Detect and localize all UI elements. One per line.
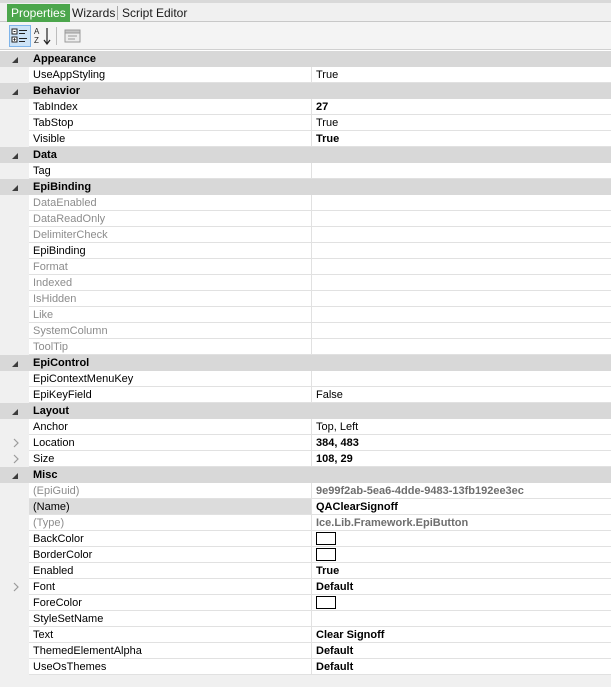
property-name[interactable]: (EpiGuid) [29,483,311,499]
property-name[interactable]: BorderColor [29,547,311,563]
property-name[interactable]: (Type) [29,515,311,531]
property-value[interactable] [311,259,611,275]
property-name[interactable]: EpiKeyField [29,387,311,403]
property-value[interactable]: QAClearSignoff [311,499,611,515]
categorized-icon [10,26,30,46]
property-value[interactable]: True [311,563,611,579]
category-label: Layout [33,405,70,417]
property-value[interactable] [311,275,611,291]
property-row-epicontextmenukey[interactable] [0,371,611,387]
category-gutter [0,467,29,483]
property-name[interactable]: SystemColumn [29,323,311,339]
row-gutter [0,515,29,531]
tab-properties[interactable]: Properties [7,4,70,22]
property-name[interactable]: Font [29,579,311,595]
property-name[interactable]: ThemedElementAlpha [29,643,311,659]
property-value[interactable]: Default [311,579,611,595]
category-label: EpiControl [33,357,90,369]
property-row-tabindex[interactable] [0,99,611,115]
property-row-backcolor[interactable] [0,531,611,547]
property-row-text[interactable] [0,627,611,643]
property-row-epiguid[interactable] [0,483,611,499]
property-name[interactable]: Indexed [29,275,311,291]
property-value[interactable]: 384, 483 [311,435,611,451]
property-row-useappstyling[interactable] [0,67,611,83]
category-epibinding[interactable] [0,179,611,195]
collapse-caret-icon[interactable] [11,55,19,67]
row-gutter [0,163,29,179]
color-swatch [316,596,336,609]
property-value[interactable]: Default [311,659,611,675]
property-grid [0,51,611,675]
property-row-type[interactable] [0,515,611,531]
property-name[interactable]: EpiContextMenuKey [29,371,311,387]
property-name[interactable]: ForeColor [29,595,311,611]
property-value[interactable]: True [311,67,611,83]
property-row-systemcolumn[interactable] [0,323,611,339]
row-gutter [0,499,29,515]
row-gutter [0,131,29,147]
expand-chevron-icon[interactable] [12,454,20,467]
property-name[interactable]: StyleSetName [29,611,311,627]
property-row-tabstop[interactable] [0,115,611,131]
categorized-view-button[interactable] [9,25,31,47]
property-row-font[interactable] [0,579,611,595]
property-value[interactable] [311,531,611,547]
svg-text:Z: Z [34,36,39,45]
sort-az-icon [32,25,54,47]
property-row-location[interactable] [0,435,611,451]
category-gutter [0,355,29,371]
property-name[interactable]: DataEnabled [29,195,311,211]
row-gutter [0,371,29,387]
property-value[interactable]: 108, 29 [311,451,611,467]
category-gutter [0,147,29,163]
collapse-caret-icon[interactable] [11,407,19,419]
expand-chevron-icon[interactable] [12,438,20,451]
row-gutter [0,387,29,403]
category-label: Misc [33,469,58,481]
property-name[interactable]: Enabled [29,563,311,579]
row-gutter [0,211,29,227]
row-gutter [0,419,29,435]
property-name[interactable]: Anchor [29,419,311,435]
property-name[interactable]: BackColor [29,531,311,547]
property-value[interactable] [311,195,611,211]
property-value[interactable]: False [311,387,611,403]
property-name[interactable]: Size [29,451,311,467]
row-gutter [0,275,29,291]
category-label: Appearance [33,53,96,65]
property-value[interactable]: Top, Left [311,419,611,435]
row-gutter [0,259,29,275]
category-data[interactable] [0,147,611,163]
property-name[interactable]: DelimiterCheck [29,227,311,243]
row-gutter [0,243,29,259]
toolbar-separator [56,27,57,45]
property-name[interactable]: Tag [29,163,311,179]
property-value[interactable]: True [311,131,611,147]
category-gutter [0,403,29,419]
property-row-themedelementalpha[interactable] [0,643,611,659]
row-gutter [0,627,29,643]
property-value[interactable] [311,243,611,259]
property-value[interactable] [311,547,611,563]
property-value[interactable] [311,371,611,387]
property-name[interactable]: Text [29,627,311,643]
property-row-anchor[interactable] [0,419,611,435]
property-row-stylesetname[interactable] [0,611,611,627]
property-value[interactable]: 27 [311,99,611,115]
row-gutter [0,483,29,499]
row-gutter [0,307,29,323]
designer-tab-bar [0,0,611,22]
property-row-epikeyfield[interactable] [0,387,611,403]
category-label: EpiBinding [33,181,92,193]
row-gutter [0,547,29,563]
category-epicontrol[interactable] [0,355,611,371]
property-value[interactable]: Clear Signoff [311,627,611,643]
property-name[interactable]: DataReadOnly [29,211,311,227]
row-gutter [0,115,29,131]
property-name[interactable]: IsHidden [29,291,311,307]
property-name[interactable]: TabIndex [29,99,311,115]
property-row-tooltip[interactable] [0,339,611,355]
row-gutter [0,339,29,355]
tab-bar-top-edge [0,0,611,3]
collapse-caret-icon[interactable] [11,87,19,99]
collapse-caret-icon[interactable] [11,471,19,483]
row-gutter [0,563,29,579]
property-row-format[interactable] [0,259,611,275]
property-name[interactable]: Like [29,307,311,323]
expand-chevron-icon[interactable] [12,582,20,595]
property-value[interactable] [311,339,611,355]
property-row-indexed[interactable] [0,275,611,291]
property-row-tag[interactable] [0,163,611,179]
category-behavior[interactable] [0,83,611,99]
category-layout[interactable] [0,403,611,419]
property-row-datareadonly[interactable] [0,211,611,227]
property-pages-button[interactable] [62,25,84,47]
property-row-useosthemes[interactable] [0,659,611,675]
property-row-size[interactable] [0,451,611,467]
color-swatch [316,532,336,545]
property-value[interactable]: Default [311,643,611,659]
row-gutter [0,291,29,307]
row-gutter [0,451,29,467]
tab-wizards[interactable]: Wizards [72,6,116,20]
property-value[interactable]: Ice.Lib.Framework.EpiButton [311,515,611,531]
row-gutter [0,659,29,675]
property-grid-bottom-edge [0,675,611,687]
property-name[interactable]: Location [29,435,311,451]
category-misc[interactable] [0,467,611,483]
property-name[interactable]: UseOsThemes [29,659,311,675]
property-name[interactable]: EpiBinding [29,243,311,259]
collapse-caret-icon[interactable] [11,359,19,371]
row-gutter [0,595,29,611]
row-gutter [0,227,29,243]
property-value[interactable] [311,211,611,227]
property-value[interactable] [311,291,611,307]
property-row-enabled[interactable] [0,563,611,579]
property-value[interactable] [311,307,611,323]
property-row-visible[interactable] [0,131,611,147]
property-name[interactable]: TabStop [29,115,311,131]
row-gutter [0,643,29,659]
category-appearance[interactable] [0,51,611,67]
collapse-caret-icon[interactable] [11,151,19,163]
svg-text:A: A [34,27,40,36]
row-gutter [0,195,29,211]
property-value[interactable]: True [311,115,611,131]
property-row-epibinding[interactable] [0,243,611,259]
row-gutter [0,611,29,627]
property-grid-toolbar [0,22,611,50]
property-row-ishidden[interactable] [0,291,611,307]
property-row-delimitercheck[interactable] [0,227,611,243]
property-name[interactable]: ToolTip [29,339,311,355]
category-gutter [0,179,29,195]
property-value[interactable] [311,611,611,627]
row-gutter [0,323,29,339]
tab-script-editor[interactable]: Script Editor [122,6,188,20]
category-gutter [0,51,29,67]
row-gutter [0,531,29,547]
property-value[interactable] [311,163,611,179]
property-name[interactable]: Visible [29,131,311,147]
row-gutter [0,435,29,451]
property-row-name[interactable] [0,499,611,515]
row-gutter [0,579,29,595]
property-name[interactable]: Format [29,259,311,275]
alphabetical-sort-button[interactable] [32,25,54,47]
property-name[interactable]: UseAppStyling [29,67,311,83]
category-label: Data [33,149,57,161]
category-label: Behavior [33,85,81,97]
property-name[interactable]: (Name) [29,499,311,515]
property-row-like[interactable] [0,307,611,323]
property-value[interactable] [311,323,611,339]
property-pages-icon [62,25,84,47]
property-value[interactable]: 9e99f2ab-5ea6-4dde-9483-13fb192ee3ec [311,483,611,499]
property-row-forecolor[interactable] [0,595,611,611]
property-row-dataenabled[interactable] [0,195,611,211]
row-gutter [0,99,29,115]
collapse-caret-icon[interactable] [11,183,19,195]
property-row-bordercolor[interactable] [0,547,611,563]
color-swatch [316,548,336,561]
category-gutter [0,83,29,99]
row-gutter [0,67,29,83]
property-value[interactable] [311,227,611,243]
property-value[interactable] [311,595,611,611]
